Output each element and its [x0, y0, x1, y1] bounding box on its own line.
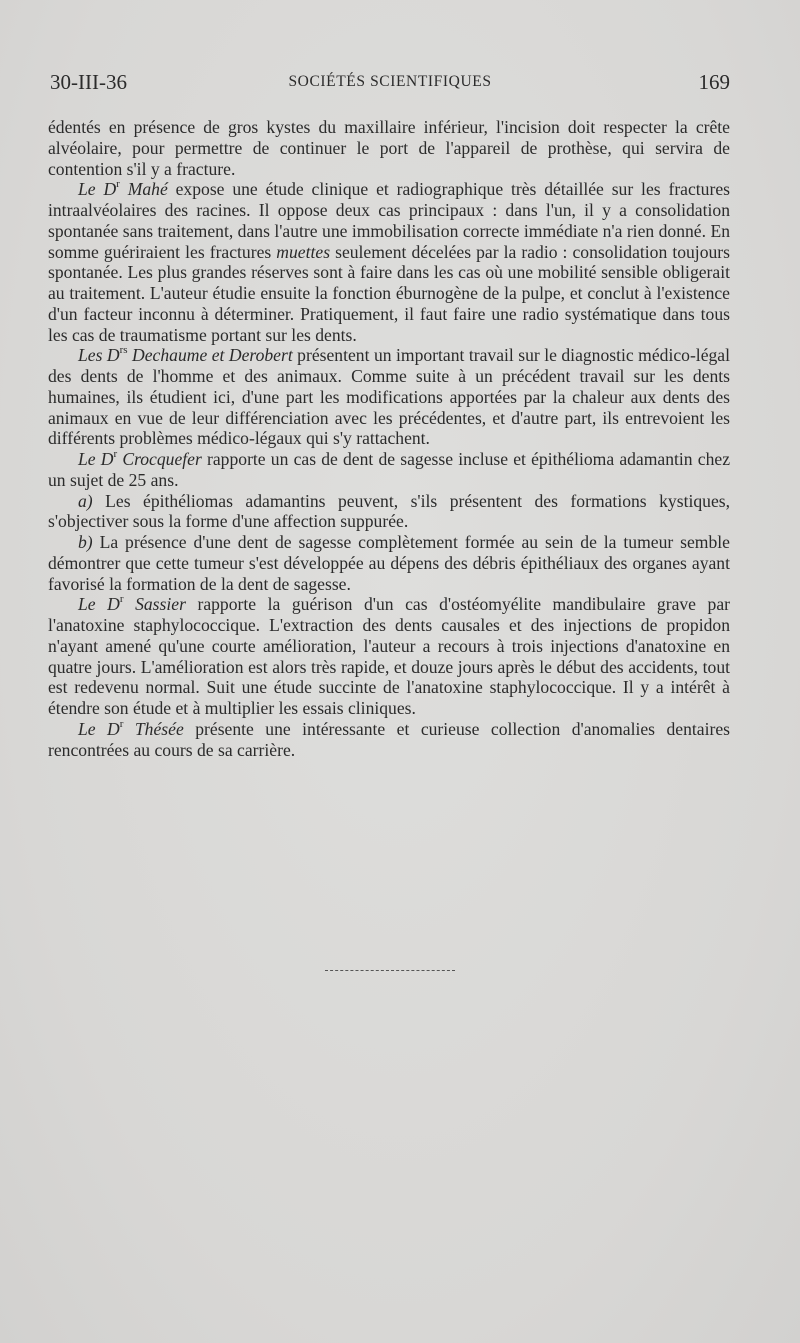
author-title-sup: r: [116, 178, 120, 191]
author-title-sup: rs: [119, 344, 128, 357]
author-title: Le D: [78, 179, 117, 200]
author-name: Crocquefer: [117, 449, 202, 469]
author-title: Le D: [78, 718, 120, 739]
header-date: 30-III-36: [50, 70, 127, 94]
paragraph-continuation: édentés en présence de gros kystes du maxillaire inférieur, l'incision doit respecter la crête alvéolaire, pour permettre de continuer le port de l'appareil de prothèse, qui servira de contention s'il y a fracture.: [48, 117, 730, 179]
article-body: [48, 117, 730, 760]
author-title-sup: r: [119, 717, 124, 730]
author-title: Le D: [78, 594, 120, 615]
paragraph-text: seulement décelées par la radio : consolidation toujours spontanée. Les plus grandes réserves sont à faire dans les cas où une mobilité sensible obligerait au traitement. L'auteur étudie ensuite la fonction éburnogène de la pulpe, et conclut à l'existence d'un facteur inconnu à déterminer. Pratiquement, il faut faire une radio systématique dans tous les cas de traumatisme portant sur les dents.: [48, 241, 730, 345]
paragraph-text: rapporte la guérison d'un cas d'ostéomyélite mandibulaire grave par l'anatoxine staphylococcique. L'extraction des dents causales et des injections de propidon n'ayant amené qu'une courte amélioration, l'auteur a recours à trois injections d'anatoxine en quatre jours. L'amélioration est alors très rapide, et douze jours après le début des accidents, tout est redevenu normal. Suit une étude succinte de l'anatoxine staphylococcique. Il y a intérêt à étendre son étude et à multiplier les essais cliniques.: [48, 594, 731, 718]
running-header: [50, 70, 730, 100]
paragraph-mahe: [48, 179, 730, 345]
emphasis-text: muettes: [276, 241, 331, 262]
author-name: Sassier: [123, 594, 186, 615]
paragraph-dechaume-derobert: [48, 345, 730, 449]
paragraph-thesee: [48, 719, 730, 761]
paragraph-text: présentent un important travail sur le diagnostic médico-légal des dents de l'homme et des animaux. Comme suite à un précédent travail sur les dents humaines, ils étudient ici, d'une part les modifications apportées par la chaleur aux dents des animaux en vue de leur différenciation avec les précédentes, et d'autre part, ils entrevoient les différents problèmes médico-légaux qui s'y rattachent.: [48, 345, 730, 449]
author-title: Les D: [78, 345, 120, 366]
author-name: Mahé: [119, 179, 168, 200]
paragraph-point-a: [48, 491, 730, 533]
list-label: a): [78, 490, 93, 511]
paragraph-text: Les épithéliomas adamantins peuvent, s'ils présentent des formations kystiques, s'objectiver sous la forme d'une affection suppurée.: [48, 490, 730, 532]
page-number: 169: [698, 70, 730, 94]
author-title: Le D: [78, 449, 114, 469]
author-name: Dechaume et Derobert: [127, 345, 293, 366]
paragraph-text: présente une intéressante et curieuse collection d'anomalies dentaires rencontrées au cours de sa carrière.: [48, 718, 730, 760]
paragraph-sassier: [48, 594, 730, 719]
paragraph-text: La présence d'une dent de sagesse complètement formée au sein de la tumeur semble démontrer que cette tumeur s'est développée au dépens des débris épithéliaux des organes ayant favorisé la formation de la dent de sagesse.: [48, 532, 730, 594]
author-title-sup: r: [119, 593, 124, 606]
paragraph-text: expose une étude clinique et radiographique très détaillée sur les fractures intraalvéolaires des racines. Il oppose deux cas principaux : dans l'un, il y a consolidation spontanée sans traitement, dans l'autre une immobilisation correcte immédiate n'a rien donné. En somme guériraient les fractures: [48, 179, 730, 262]
paragraph-text: rapporte un cas de dent de sagesse incluse et épithélioma adamantin chez un sujet de 25 ans.: [48, 449, 730, 490]
section-divider: [325, 970, 455, 971]
header-section-title: SOCIÉTÉS SCIENTIFIQUES: [288, 73, 492, 90]
author-name: Thésée: [123, 718, 184, 739]
author-title-sup: r: [113, 448, 118, 461]
paragraph-point-b: [48, 532, 730, 594]
list-label: b): [78, 532, 93, 552]
paragraph-crocquefer: [48, 449, 730, 491]
